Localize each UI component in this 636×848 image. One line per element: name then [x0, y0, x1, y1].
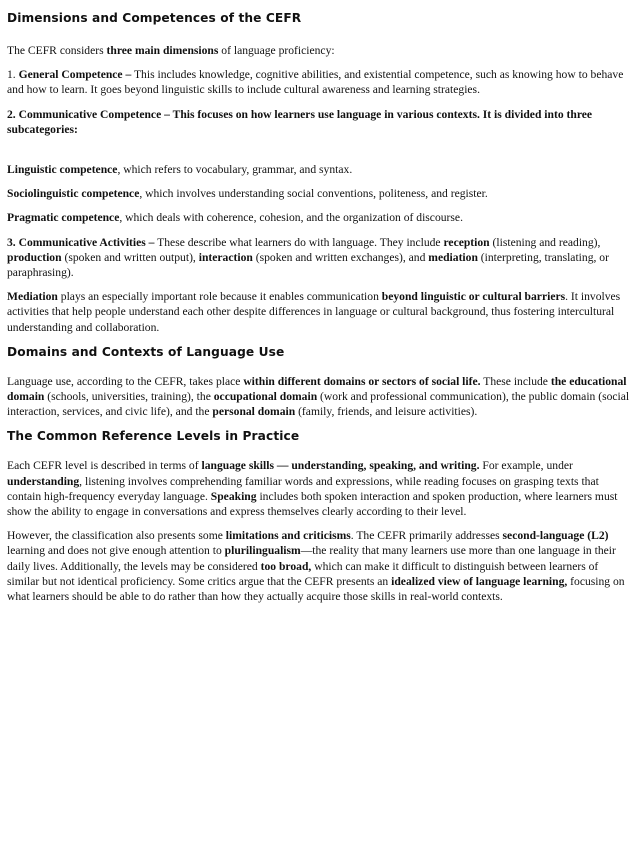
heading-reference-levels: The Common Reference Levels in Practice [7, 429, 300, 444]
text: For example, under [479, 459, 573, 473]
text: These include [480, 374, 551, 388]
text: of language proficiency: [218, 44, 335, 57]
text: —the reality that many learners use more than one language in their daily lives. Additionally, the levels may be considered [7, 544, 616, 573]
text: , which involves understanding social conventions, politeness, and register. [139, 187, 488, 201]
text: Language use, according to the CEFR, takes place [7, 374, 244, 388]
paragraph-language-skills [7, 458, 631, 519]
paragraph-general-competence [7, 67, 631, 97]
text: The CEFR considers [7, 44, 107, 57]
emphasis: Pragmatic competence [7, 211, 120, 225]
text: focusing on what learners should be able to do rather than how they actually acquire those skills in real-world contexts. [7, 574, 625, 604]
emphasis: 2. Communicative Competence – This focuses on how learners use language in various contexts. It is divided into three subcategories: [7, 107, 593, 136]
text: , listening involves comprehending familiar words and expressions, while reading focuses on grasping texts that contain high-frequency everyday language. [7, 474, 599, 503]
emphasis: limitations and criticisms [225, 529, 351, 543]
emphasis: Speaking [210, 489, 257, 503]
text: (spoken and written exchanges), and [252, 250, 429, 264]
emphasis: three main dimensions [106, 44, 219, 57]
text: (interpreting, translating, or paraphrasing). [7, 250, 609, 280]
text: This includes knowledge, cognitive abilities, and existential competence, such as knowing how to behave and how to learn. It goes beyond linguistic skills to include cultural awareness and learning strategies. [7, 68, 624, 97]
emphasis: production [7, 250, 62, 264]
text: . The CEFR primarily addresses [350, 529, 503, 543]
emphasis: within different domains or sectors of social life. [243, 374, 481, 388]
heading-domains: Domains and Contexts of Language Use [7, 344, 285, 359]
paragraph-pragmatic-competence [7, 210, 631, 225]
text: (work and professional communication), the public domain (social interaction, services, and civic life), and the [7, 390, 630, 419]
paragraph-communicative-competence [7, 107, 631, 137]
text: plays an especially important role because it enables communication [57, 290, 382, 304]
text: (listening and reading), [489, 235, 601, 249]
emphasis: language skills — understanding, speaking, and writing. [201, 459, 480, 473]
text: , which deals with coherence, cohesion, and the organization of discourse. [119, 211, 463, 225]
emphasis: plurilingualism [224, 544, 301, 558]
text: includes both spoken interaction and spoken production, where learners must show the ability to engage in conversations and express themselves clearly according to their level. [7, 489, 618, 519]
paragraph-sociolinguistic-competence [7, 186, 631, 201]
emphasis: 3. Communicative Activities – [7, 235, 155, 249]
text: . It involves activities that help people understand each other despite differences in language or cultural background, thus fostering intercultural understanding and collaboration. [7, 290, 621, 334]
text: Each CEFR level is described in terms of [7, 459, 202, 473]
text: learning and does not give enough attention to [7, 544, 225, 558]
text: However, the classification also presents some [7, 529, 226, 543]
emphasis: personal domain [212, 405, 296, 419]
text: , which refers to vocabulary, grammar, and syntax. [117, 163, 353, 177]
paragraph-limitations [7, 528, 631, 604]
text: These describe what learners do with language. They include [154, 235, 444, 249]
paragraph-linguistic-competence [7, 162, 631, 177]
emphasis: reception [443, 235, 490, 249]
emphasis: General Competence – [18, 68, 132, 82]
emphasis: the educational domain [7, 374, 627, 404]
emphasis: Mediation [7, 290, 58, 304]
text: 1. [7, 68, 19, 82]
heading-dimensions: Dimensions and Competences of the CEFR [7, 11, 302, 25]
paragraph-intro [7, 43, 631, 58]
emphasis: occupational domain [213, 390, 318, 404]
document-page [7, 10, 631, 613]
emphasis: second-language (L2) [502, 529, 609, 543]
text: (schools, universities, training), the [44, 390, 214, 404]
text: which can make it difficult to distinguish between learners of similar but not identical proficiency. Some critics argue that the CEFR presents an [7, 559, 599, 588]
paragraph-domains [7, 374, 631, 420]
paragraph-communicative-activities [7, 235, 631, 281]
emphasis: Sociolinguistic competence [7, 187, 140, 201]
text: (spoken and written output), [61, 250, 199, 264]
emphasis: Linguistic competence [7, 163, 118, 177]
emphasis: understanding [7, 474, 80, 488]
emphasis: too broad, [260, 559, 312, 573]
text: (family, friends, and leisure activities). [295, 405, 478, 419]
emphasis: idealized view of language learning, [391, 574, 568, 588]
emphasis: beyond linguistic or cultural barriers [381, 290, 566, 304]
paragraph-mediation [7, 289, 631, 335]
emphasis: mediation [428, 250, 478, 264]
emphasis: interaction [198, 250, 253, 264]
